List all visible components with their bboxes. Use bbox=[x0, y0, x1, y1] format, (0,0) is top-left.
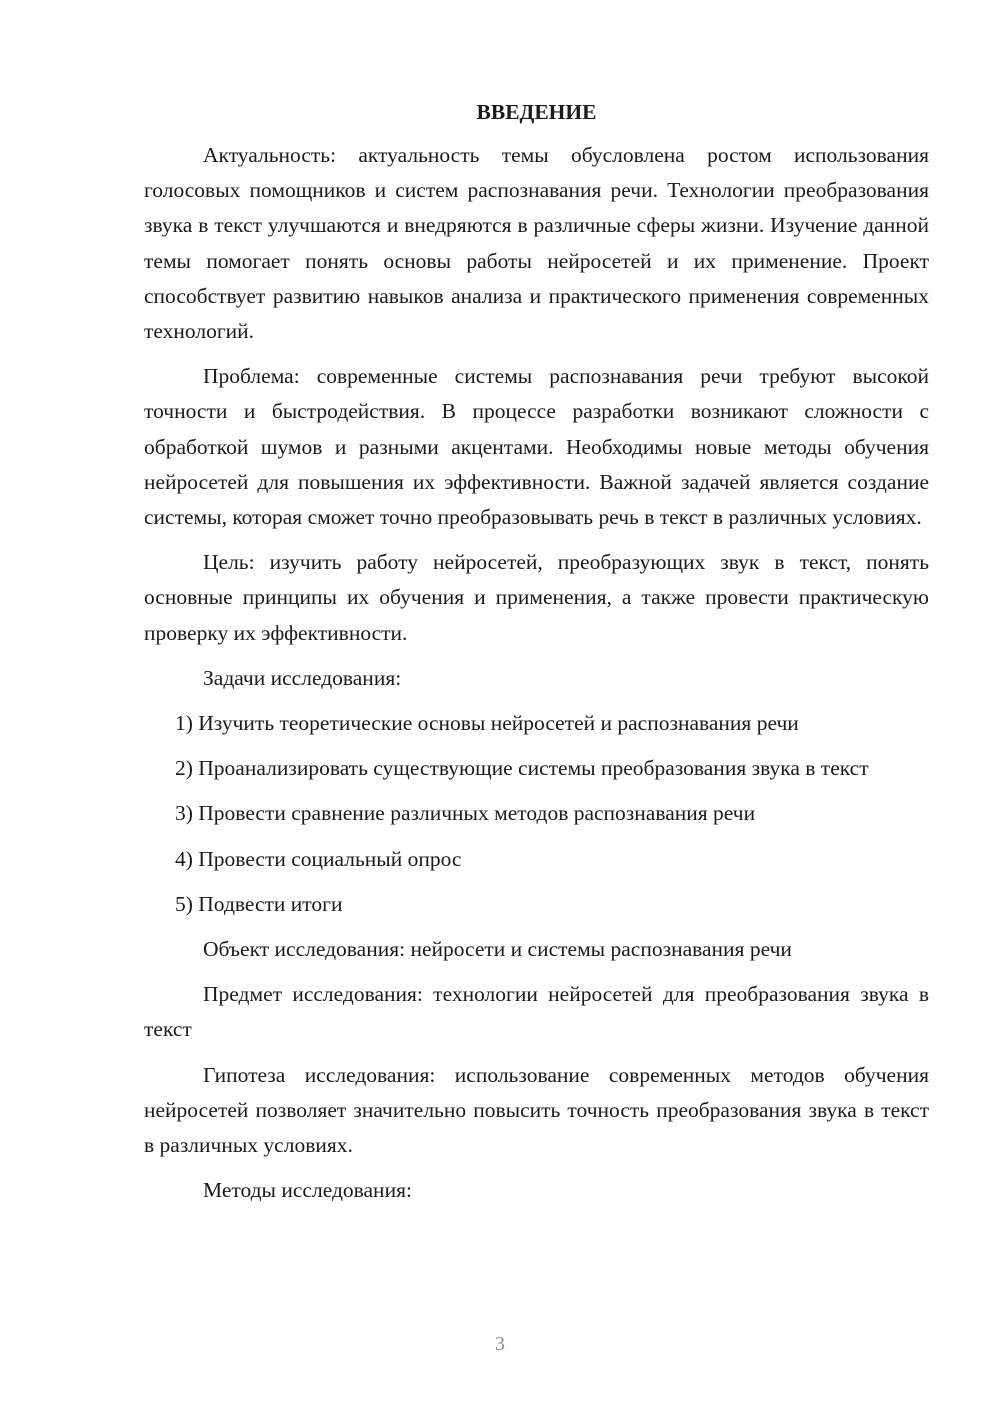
paragraph-hypothesis: Гипотеза исследования: использование современных методов обучения нейросетей позволяет значительно повысить точность преобразования звука в текст в различных условиях. bbox=[144, 1062, 929, 1158]
paragraph-object: Объект исследования: нейросети и системы распознавания речи bbox=[203, 937, 792, 962]
task-item-4: 4) Провести социальный опрос bbox=[175, 846, 462, 871]
task-item-5: 5) Подвести итоги bbox=[175, 891, 343, 916]
document-page bbox=[144, 96, 929, 1218]
page-number: 3 bbox=[495, 1333, 505, 1355]
section-title: ВВЕДЕНИЕ bbox=[476, 100, 597, 124]
task-item-2: 2) Проанализировать существующие системы преобразования звука в текст bbox=[175, 756, 869, 781]
paragraph-methods: Методы исследования: bbox=[203, 1178, 412, 1203]
paragraph-subject: Предмет исследования: технологии нейросетей для преобразования звука в текст bbox=[144, 982, 929, 1042]
task-item-3: 3) Провести сравнение различных методов распознавания речи bbox=[175, 801, 756, 826]
paragraph-problem: Проблема: современные системы распознавания речи требуют высокой точности и быстродействия. В процессе разработки возникают сложности с обработкой шумов и разными акцентами. Необходимы новые методы обучения нейросетей для повышения их эффективности. Важной задачей является создание системы, которая сможет точно преобразовывать речь в текст в различных условиях. bbox=[144, 364, 929, 530]
tasks-heading: Задачи исследования: bbox=[203, 665, 402, 690]
paragraph-goal: Цель: изучить работу нейросетей, преобразующих звук в текст, понять основные принципы их обучения и применения, а также провести практическую проверку их эффективности. bbox=[144, 550, 929, 645]
task-item-1: 1) Изучить теоретические основы нейросетей и распознавания речи bbox=[175, 711, 799, 736]
paragraph-relevance: Актуальность: актуальность темы обусловлена ростом использования голосовых помощников и систем распознавания речи. Технологии преобразования звука в текст улучшаются и внедряются в различные сферы жизни. Изучение данной темы помогает понять основы работы нейросетей и их применение. Проект способствует развитию навыков анализа и практического применения современных технологий. bbox=[144, 143, 929, 344]
